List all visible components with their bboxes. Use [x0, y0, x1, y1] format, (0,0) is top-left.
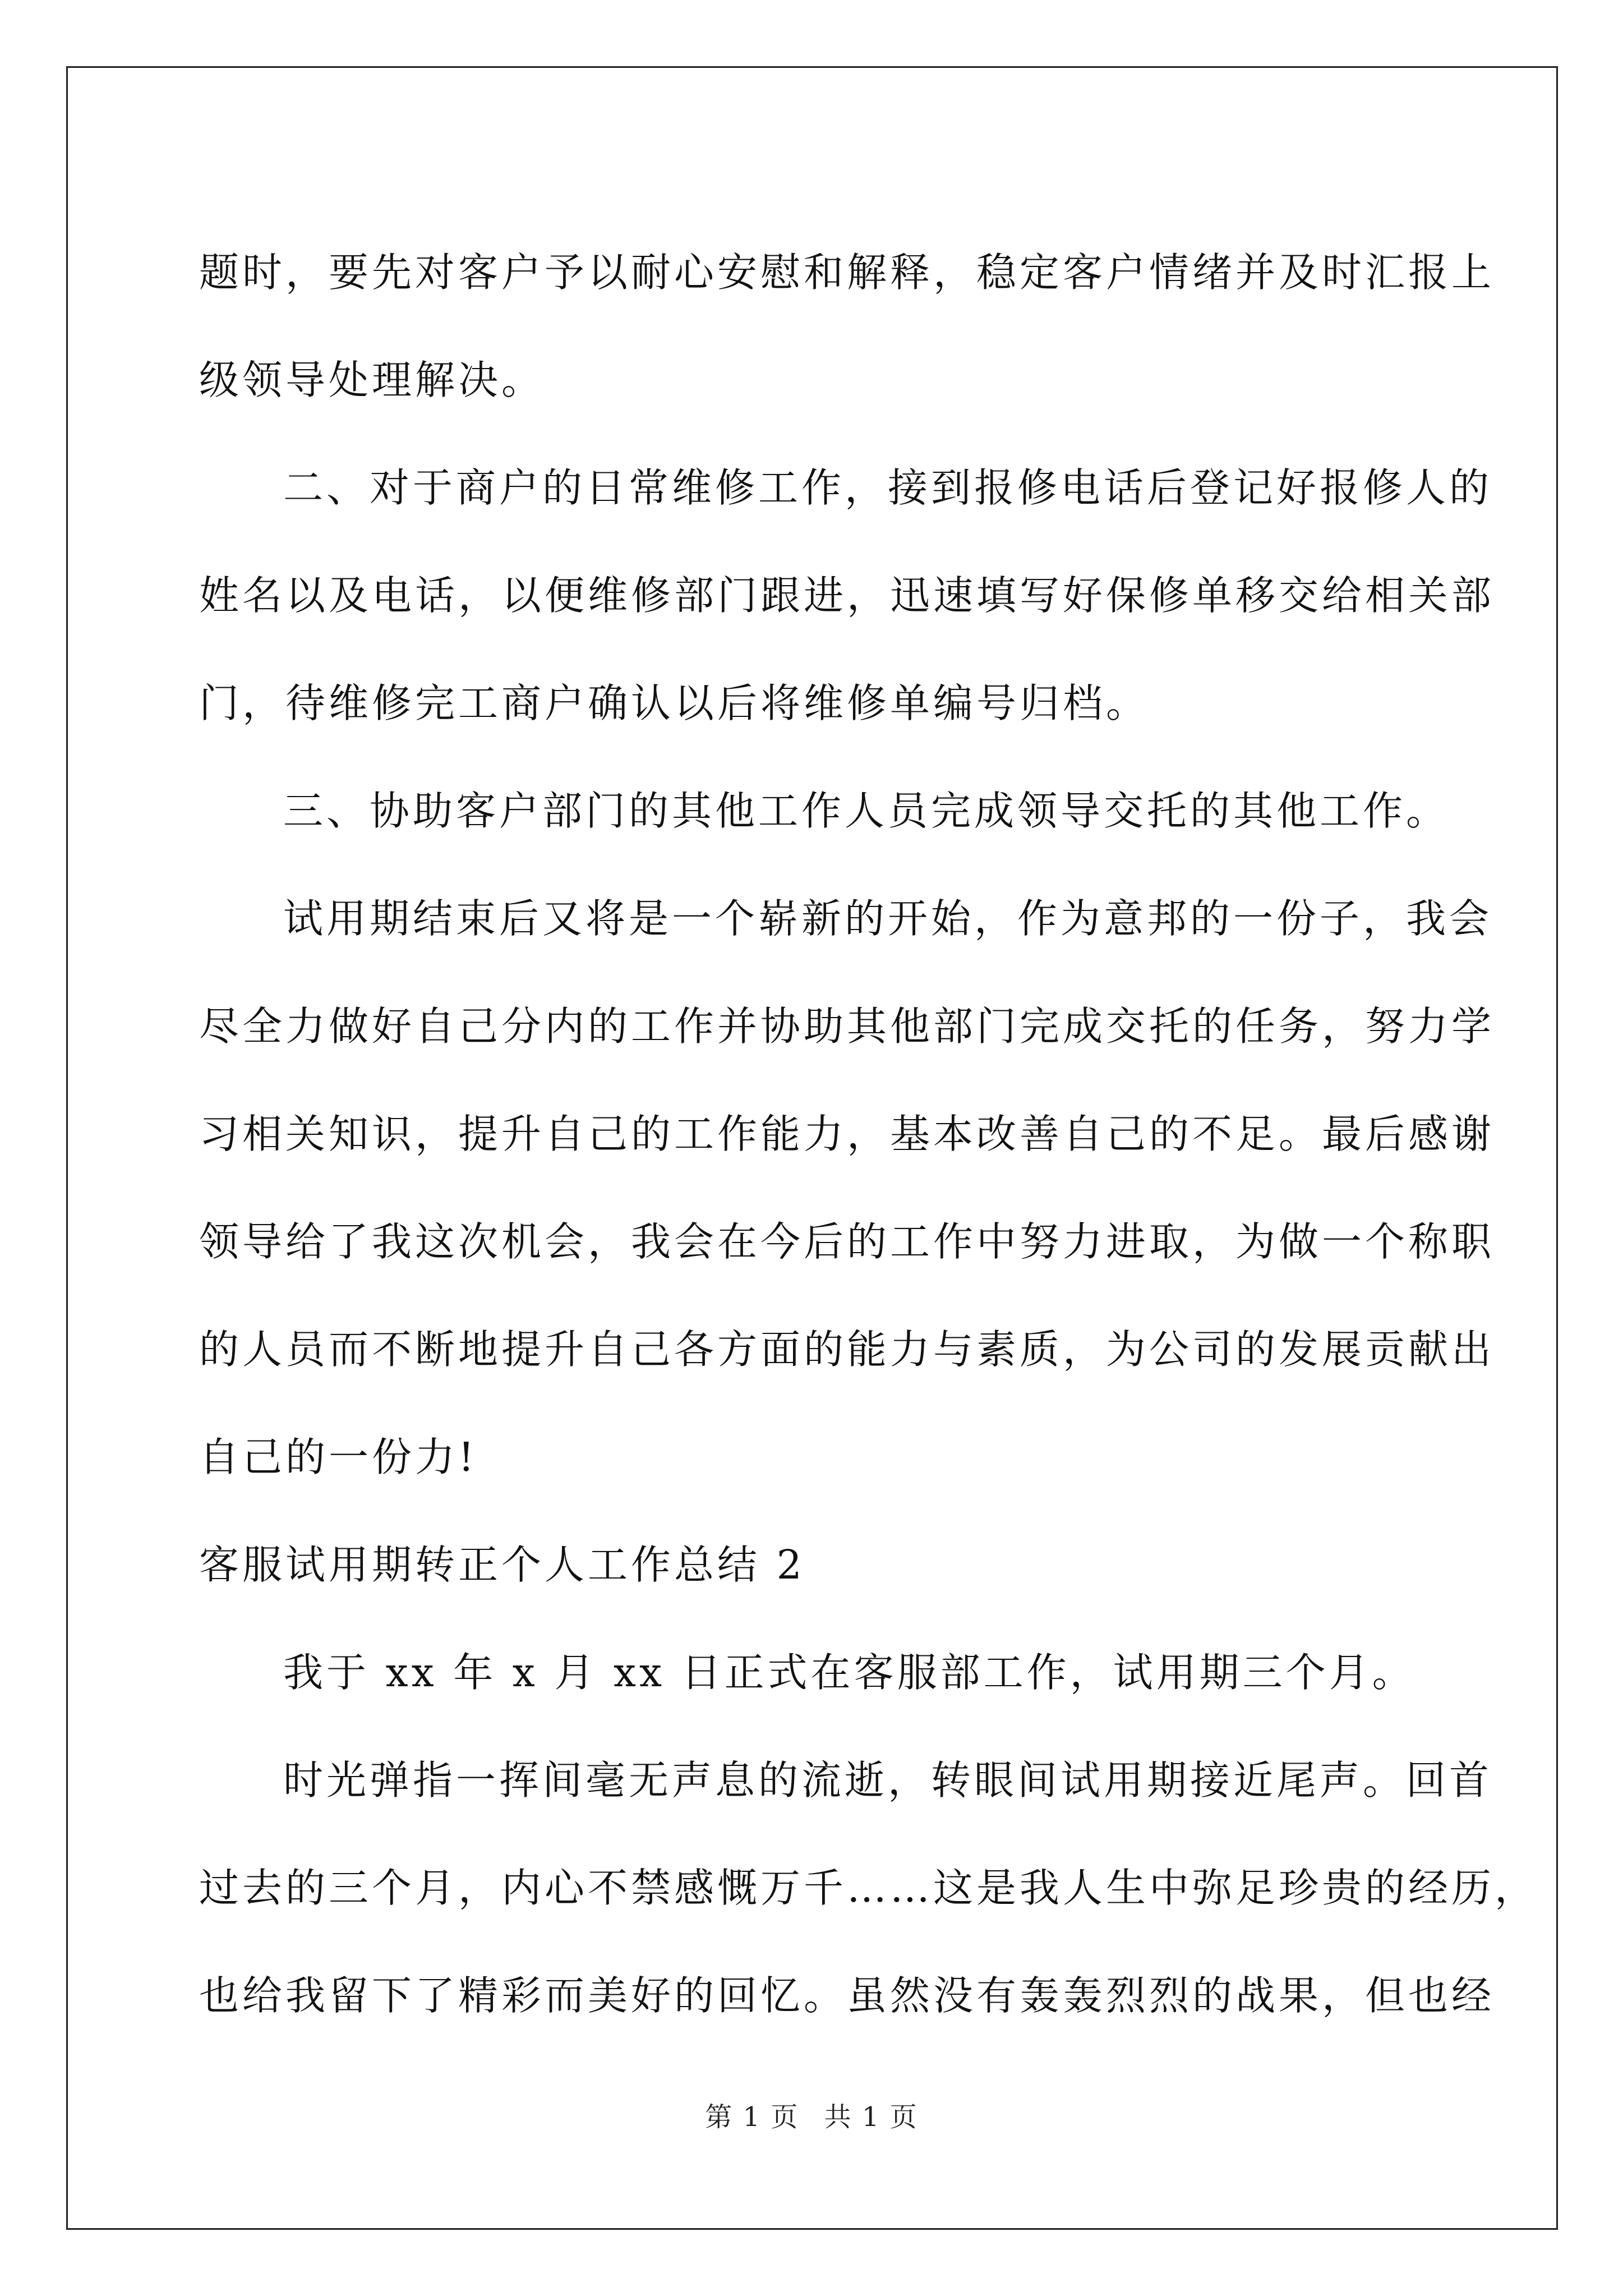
- text-line: 三、协助客户部门的其他工作人员完成领导交托的其他工作。: [283, 788, 1450, 834]
- text-line: 门，待维修完工商户确认以后将维修单编号归档。: [199, 680, 1150, 726]
- section-heading: 客服试用期转正个人工作总结 2: [199, 1542, 805, 1588]
- text-line: 的人员而不断地提升自己各方面的能力与素质，为公司的发展贡献出: [199, 1326, 1495, 1373]
- text-line: 姓名以及电话，以便维修部门跟进，迅速填写好保修单移交给相关部: [199, 572, 1495, 619]
- text-line: 时光弹指一挥间毫无声息的流逝，转眼间试用期接近尾声。回首: [283, 1757, 1493, 1803]
- text-line: 尽全力做好自己分内的工作并协助其他部门完成交托的任务，努力学: [199, 1003, 1495, 1050]
- text-line: 题时，要先对客户予以耐心安慰和解释，稳定客户情绪并及时汇报上: [199, 249, 1495, 296]
- page-total: 共 1 页: [824, 2101, 918, 2133]
- text-line: 我于 xx 年 x 月 xx 日正式在客服部工作，试用期三个月。: [283, 1649, 1415, 1696]
- text-line: 习相关知识，提升自己的工作能力，基本改善自己的不足。最后感谢: [199, 1111, 1495, 1157]
- page-footer: [0, 2095, 1623, 2134]
- text-line: 二、对于商户的日常维修工作，接到报修电话后登记好报修人的: [283, 464, 1493, 511]
- text-line: 领导给了我这次机会，我会在今后的工作中努力进取，为做一个称职: [199, 1218, 1495, 1265]
- text-line: 级领导处理解决。: [199, 357, 545, 403]
- page-number: 第 1 页: [705, 2101, 799, 2133]
- document-body: [199, 219, 1538, 2050]
- text-line: 过去的三个月，内心不禁感慨万千……这是我人生中弥足珍贵的经历，: [199, 1865, 1538, 1911]
- text-line: 试用期结束后又将是一个崭新的开始，作为意邦的一份子，我会: [283, 895, 1493, 942]
- text-line: 也给我留下了精彩而美好的回忆。虽然没有轰轰烈烈的战果，但也经: [199, 1972, 1495, 2019]
- text-line: 自己的一份力!: [199, 1434, 478, 1480]
